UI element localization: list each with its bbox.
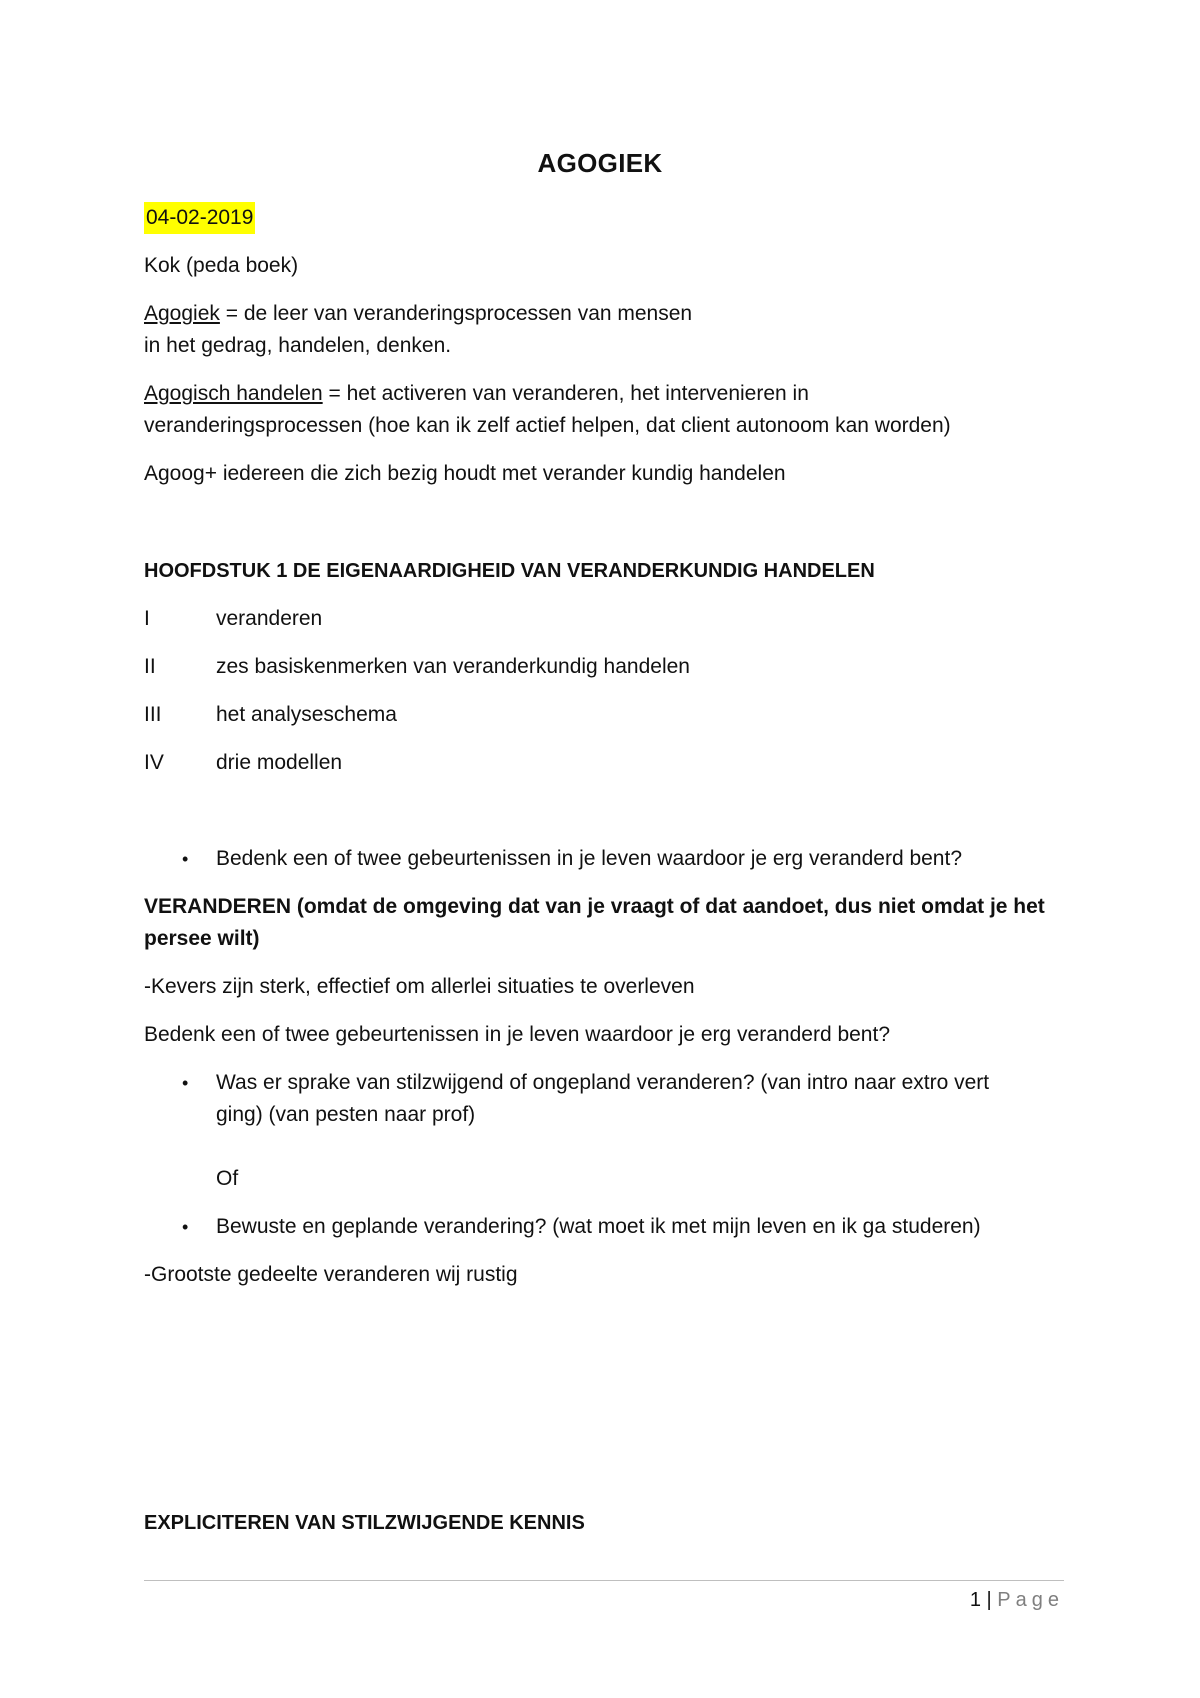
chapter-item-text: drie modellen [216, 751, 343, 774]
agoog-line: Agoog+ iedereen die zich bezig houdt met verander kundig handelen [144, 462, 786, 485]
chapter-1-heading: HOOFDSTUK 1 DE EIGENAARDIGHEID VAN VERANDERKUNDIG HANDELEN [144, 560, 875, 582]
expliciteren-heading: EXPLICITEREN VAN STILZWIJGENDE KENNIS [144, 1512, 585, 1534]
or-line: Of [216, 1167, 239, 1190]
veranderen-heading: VERANDEREN (omdat de omgeving dat van je vraagt of dat aandoet, dus niet omdat je het [144, 895, 1045, 918]
agogiek-definition-text: = de leer van veranderingsprocessen van mensen [219, 302, 693, 325]
agogiek-definition-cont: in het gedrag, handelen, denken. [144, 334, 452, 357]
bullet-question: Bedenk een of twee gebeurtenissen in je leven waardoor je erg veranderd bent? [216, 847, 963, 870]
page-word: Page [997, 1589, 1064, 1611]
source-line: Kok (peda boek) [144, 254, 299, 277]
bullet-stilzwijgend-cont: ging) (van pesten naar prof) [216, 1103, 476, 1126]
highlighted-date: 04-02-2019 [144, 202, 255, 234]
chapter-item-text: zes basiskenmerken van veranderkundig handelen [216, 655, 690, 678]
agogiek-term: Agogiek [144, 302, 220, 325]
chapter-item-text: veranderen [216, 607, 323, 630]
chapter-item-text: het analyseschema [216, 703, 397, 726]
bullet-icon: • [182, 849, 189, 869]
agogisch-handelen-definition [144, 378, 809, 410]
agogisch-definition-cont: veranderingsprocessen (hoe kan ik zelf actief helpen, dat client autonoom kan worden) [144, 414, 951, 437]
document-title: AGOGIEK [537, 148, 663, 178]
agogisch-definition-text: = het activeren van veranderen, het intervenieren in [322, 382, 809, 405]
chapter-item-number: II [144, 655, 156, 678]
grootste-line: -Grootste gedeelte veranderen wij rustig [144, 1263, 518, 1286]
agogiek-definition [144, 298, 692, 330]
bullet-icon: • [182, 1217, 189, 1237]
agogisch-handelen-term: Agogisch handelen [144, 382, 323, 405]
bullet-bewuste: Bewuste en geplande verandering? (wat moet ik met mijn leven en ik ga studeren) [216, 1215, 981, 1238]
footer-separator: | [986, 1589, 992, 1611]
bullet-stilzwijgend: Was er sprake van stilzwijgend of ongepland veranderen? (van intro naar extro vert [216, 1071, 990, 1094]
chapter-item-number: IV [144, 751, 164, 774]
kevers-line: -Kevers zijn sterk, effectief om allerlei situaties te overleven [144, 975, 695, 998]
veranderen-heading-cont: persee wilt) [144, 927, 260, 950]
page-footer [970, 1586, 1064, 1614]
footer-divider [144, 1580, 1064, 1581]
question-line: Bedenk een of twee gebeurtenissen in je leven waardoor je erg veranderd bent? [144, 1023, 891, 1046]
chapter-item-number: III [144, 703, 162, 726]
chapter-item-number: I [144, 607, 150, 630]
page-number: 1 [969, 1589, 981, 1611]
bullet-icon: • [182, 1073, 189, 1093]
date-line [144, 202, 255, 234]
